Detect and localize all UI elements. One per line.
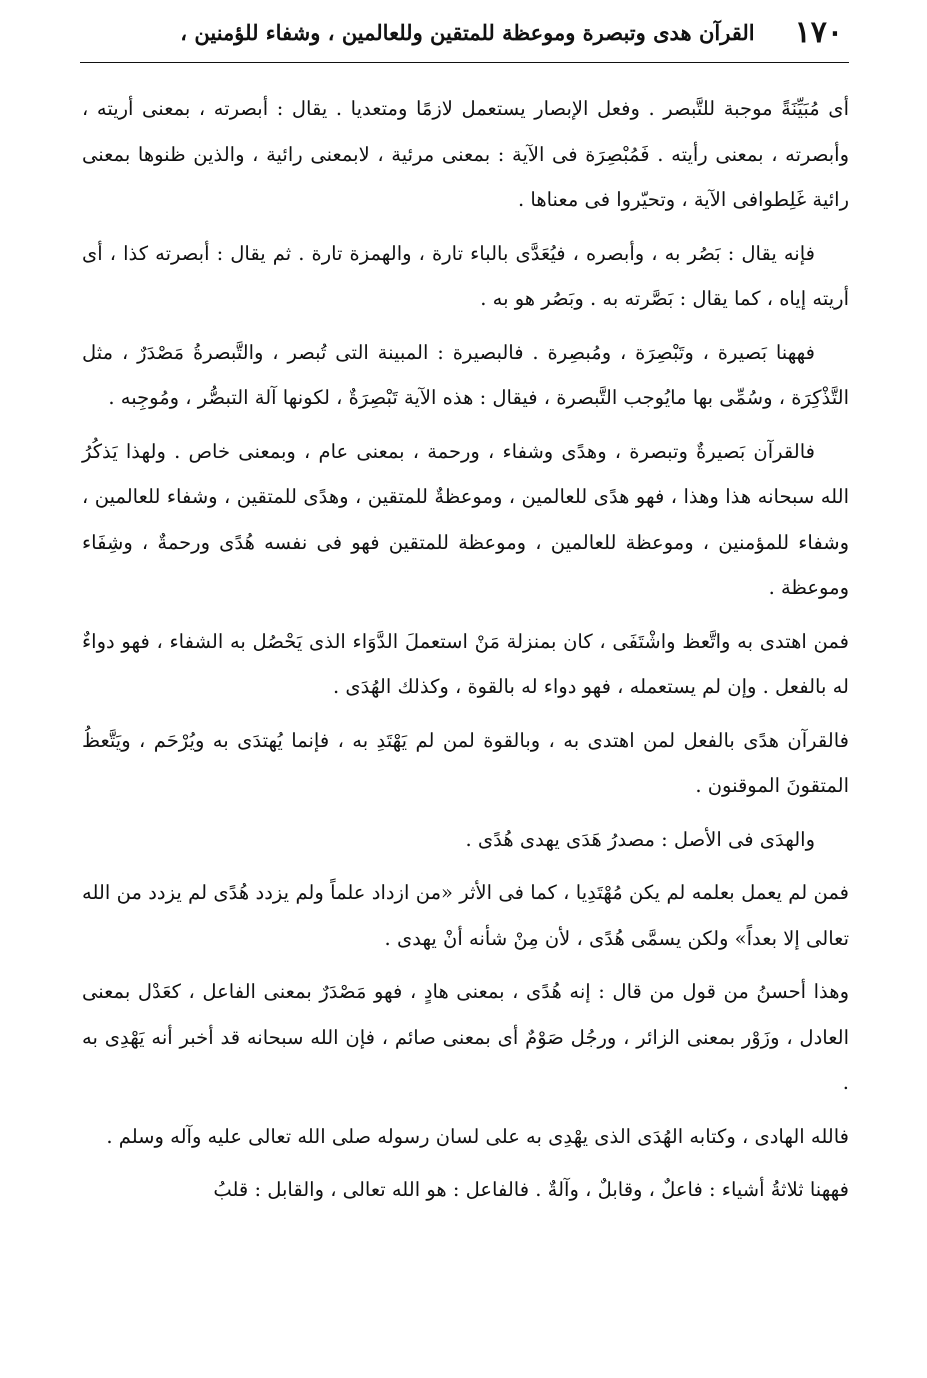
paragraph: فمن لم يعمل بعلمه لم يكن مُهْتَدِيا ، كما فى الأثر «من ازداد علماً ولم يزدد هُدًى لم يزدد من الله تعالى إلا بعداً» ولكن يسمَّى هُدًى ، لأن مِنْ شأنه أنْ يهدى . <box>82 881 849 950</box>
body-text <box>82 86 849 1221</box>
paragraph: فإنه يقال : بَصُر به ، وأبصره ، فيُعَدَّى بالباء تارة ، والهمزة تارة . ثم يقال : أبصرته كذا ، أى أريته إياه ، كما يقال : بَصَّرته به . وبَصُر هو به . <box>82 241 849 310</box>
header-rule <box>80 62 849 63</box>
paragraph: فههنا بَصيرة ، وتَبْصِرَة ، ومُبصِرة . فالبصيرة : المبينة التى تُبصر ، والتَّبصرةُ مَصْدَرٌ ، مثل التَّذْكِرَة ، وسُمِّى بها مايُوجب التَّبصرة ، فيقال : هذه الآية تَبْصِرَةٌ ، لكونها آلة التبصُّر ، ومُوجِبه . <box>82 340 849 409</box>
paragraph: وهذا أحسنُ من قول من قال : إنه هُدًى ، بمعنى هادٍ ، فهو مَصْدَرٌ بمعنى الفاعل ، كعَدْل بمعنى العادل ، وزَوْر بمعنى الزائر ، ورجُل صَوْمٌ أى بمعنى صائم ، فإن الله سبحانه قد أخبر أنه يَهْدِى به . <box>82 980 849 1094</box>
paragraph: فمن اهتدى به واتَّعظ واشْتَفَى ، كان بمنزلة مَنْ استعملَ الدَّوَاء الذى يَحْصُل به الشفاء ، فهو دواءٌ له بالفعل . وإن لم يستعمله ، فهو دواء له بالقوة ، وكذلك الهُدَى . <box>82 629 849 698</box>
paragraph: أى مُبَيِّنَةً موجبة للتَّبصر . وفعل الإبصار يستعمل لازمًا ومتعديا . يقال : أبصرته ، بمعنى أريته ، وأبصرته ، بمعنى رأيته . فَمُبْصِرَة فى الآية : بمعنى مرئية ، لابمعنى رائية ، والذين ظنوها بمعنى رائية غَلِطوافى الآية ، وتحيّروا فى معناها . <box>82 97 849 211</box>
page-number: ١٧٠ <box>794 14 843 50</box>
paragraph: فالقرآن بَصيرةٌ وتبصرة ، وهدًى وشفاء ، ورحمة ، بمعنى عام ، وبمعنى خاص . ولهذا يَذكُرُ الله سبحانه هذا وهذا ، فهو هدًى للعالمين ، وموعظةٌ للمتقين ، وهدًى للمتقين ، وشفاء للعالمين ، وشفاء للمؤمنين ، وموعظة للعالمين ، وموعظة للمتقين فهو فى نفسه هُدًى ورحمةٌ ، وشِفَاء وموعظة . <box>82 439 849 599</box>
page-header <box>82 10 849 54</box>
paragraph: والهدَى فى الأصل : مصدرُ هَدَى يهدى هُدًى . <box>465 827 815 851</box>
paragraph: فالله الهادى ، وكتابه الهُدَى الذى يهْدِى به على لسان رسوله صلى الله تعالى عليه وآله وسلم . <box>106 1124 849 1148</box>
paragraph: فههنا ثلاثةُ أشياء : فاعلٌ ، وقابلٌ ، وآلةٌ . فالفاعل : هو الله تعالى ، والقابل : قلبُ <box>213 1178 849 1201</box>
paragraph: فالقرآن هدًى بالفعل لمن اهتدى به ، وبالقوة لمن لم يَهْتَدِ به ، فإنما يُهتدَى به ويُرْحَم ، ويَتَّعظُ المتقونَ الموقنون . <box>82 728 849 797</box>
running-title: القرآن هدى وتبصرة وموعظة للمتقين وللعالمين ، وشفاء للؤمنين ، <box>180 19 755 45</box>
